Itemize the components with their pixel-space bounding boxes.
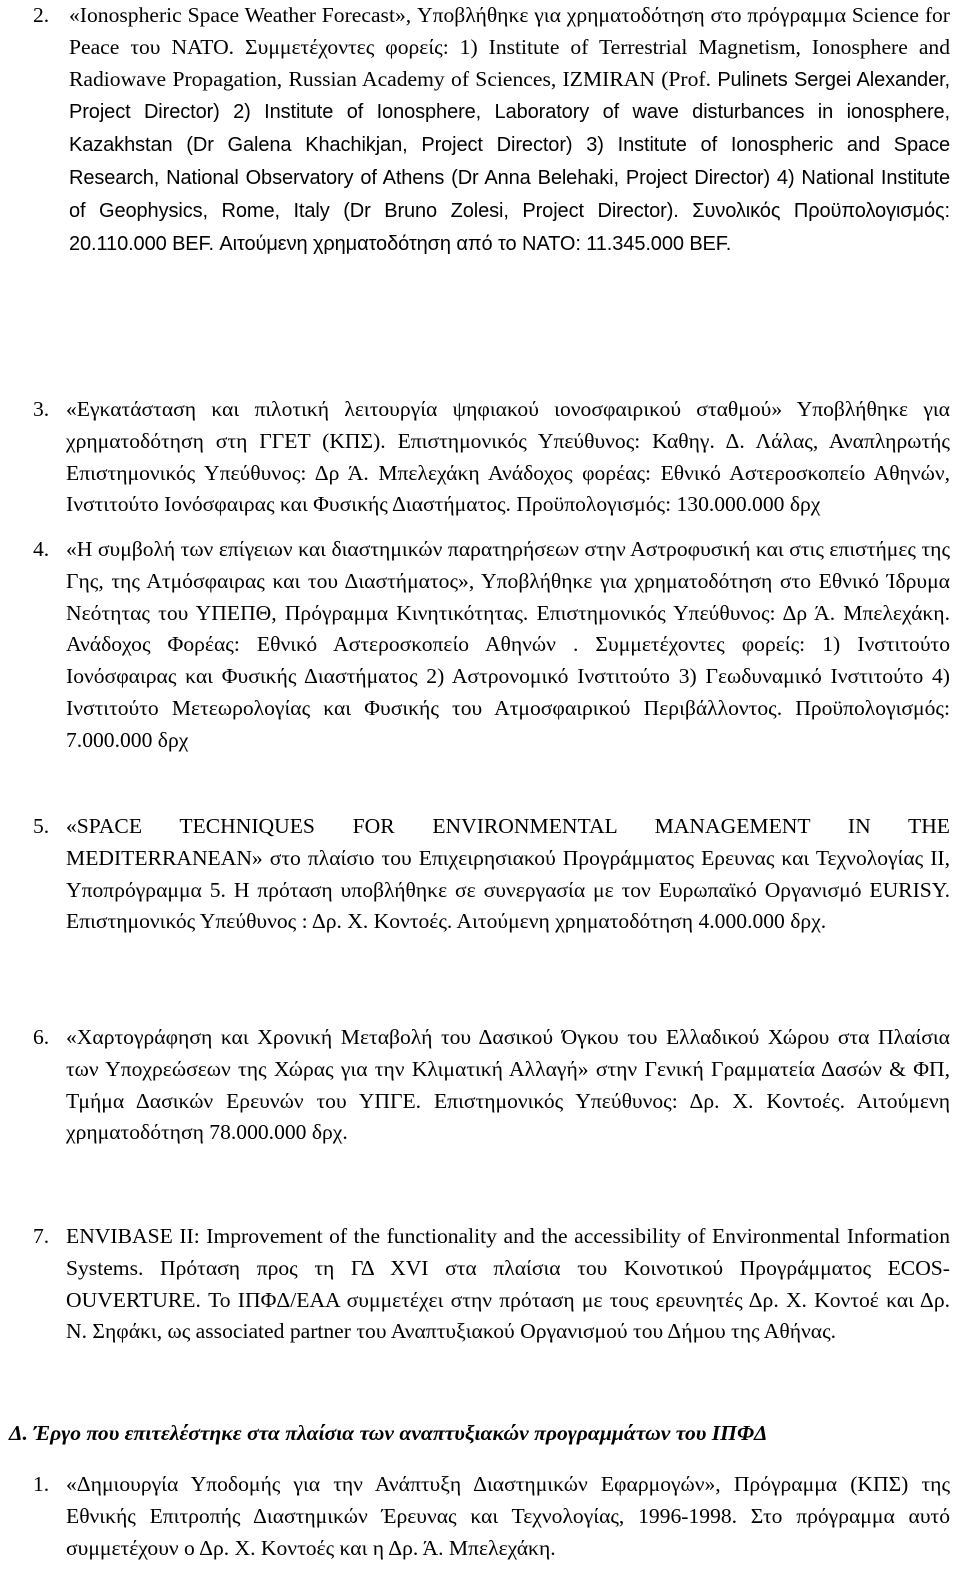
list-item-text-continued: Pulinets Sergei Alexander, Project Director) 2) Institute of Ionosphere, Laboratory of wave disturbances in ionosphere, Kazakhstan (Dr Galena Khachikjan, Project Director) 3) Institute of Ionospheric and Space Research, National Observatory of Athens (Dr Anna Belehaki, Project Director) 4) National Institute of Geophysics, Rome, Italy (Dr Bruno Zolesi, Project Director). Συνολικός Προϋπολογισμός: 20.110.000 BEF. Αιτούμενη χρηματοδότηση από το ΝΑΤΟ: 11.345.000 BEF. xyxy=(69,68,951,255)
list-item xyxy=(33,1221,950,1348)
list-item-number: 3. xyxy=(33,397,50,421)
list-item xyxy=(33,394,950,521)
list-item-text: ENVIBASE II: Improvement of the functionality and the accessibility of Environmental Information Systems. Πρόταση προς τη ΓΔ XVI στα πλαίσια του Κοινοτικού Προγράμματος ECOS-OUVERTURE. Το ΙΠΦΔ/ΕΑΑ συμμετέχει στην πρόταση με τους ερευνητές Δρ. Χ. Κοντοέ και Δρ. Ν. Σηφάκι, ως associated partner του Αναπτυξιακού Οργανισμού του Δήμου της Αθήνας. xyxy=(66,1224,950,1344)
list-item-text: «Η συμβολή των επίγειων και διαστημικών παρατηρήσεων στην Αστροφυσική και στις επιστήμες της Γης, της Ατμόσφαιρας και του Διαστήματος», Υποβλήθηκε για χρηματοδότηση στο Εθνικό Ίδρυμα Νεότητας του ΥΠΕΠΘ, Πρόγραμμα Κινητικότητας. Επιστημονικός Υπεύθυνος: Δρ Ά. Μπελεχάκη. Ανάδοχος Φορέας: Εθνικό Αστεροσκοπείο Αθηνών . Συμμετέχοντες φορείς: 1) Ινστιτούτο Ιονόσφαιρας και Φυσικής Διαστήματος 2) Αστρονομικό Ινστιτούτο 3) Γεωδυναμικό Ινστιτούτο 4) Ινστιτούτο Μετεωρολογίας και Φυσικής του Ατμοσφαιρικού Περιβάλλοντος. Προϋπολογισμός: 7.000.000 δρχ xyxy=(66,537,950,752)
list-item xyxy=(33,811,950,938)
list-item-text: «Ionospheric Space Weather Forecast», Υποβλήθηκε για χρηματοδότηση στο πρόγραμμα Science for Peace του ΝΑΤΟ. Συμμετέχοντες φορείς: 1) Institute of Terrestrial Magnetism, Ionosphere and Radiowave Propagation, Russian Academy of Sciences, IZMIRAN (Prof. xyxy=(69,3,950,91)
list-item-number: 6. xyxy=(33,1025,50,1049)
section-heading: Δ. Έργο που επιτελέστηκε στα πλαίσια των αναπτυξιακών προγραμμάτων του ΙΠΦΔ xyxy=(9,1421,768,1445)
list-item xyxy=(33,534,950,757)
list-item xyxy=(33,1022,950,1149)
list-item xyxy=(33,1469,950,1564)
list-item-number: 4. xyxy=(33,537,50,561)
list-item-number: 5. xyxy=(33,814,50,838)
list-item-text: «Εγκατάσταση και πιλοτική λειτουργία ψηφιακού ιονοσφαιρικού σταθμού» Υποβλήθηκε για χρηματοδότηση στη ΓΓΕΤ (ΚΠΣ). Επιστημονικός Υπεύθυνος: Καθηγ. Δ. Λάλας, Αναπληρωτής Επιστημονικός Υπεύθυνος: Δρ Ά. Μπελεχάκη Ανάδοχος φορέας: Εθνικό Αστεροσκοπείο Αθηνών, Ινστιτούτο Ιονόσφαιρας και Φυσικής Διαστήματος. Προϋπολογισμός: 130.000.000 δρχ xyxy=(66,397,950,517)
list-item xyxy=(33,0,950,260)
list-item-text: «Δημιουργία Υποδομής για την Ανάπτυξη Διαστημικών Εφαρμογών», Πρόγραμμα (ΚΠΣ) της Εθνικής Επιτροπής Διαστημικών Έρευνας και Τεχνολογίας, 1996-1998. Στο πρόγραμμα αυτό συμμετέχουν ο Δρ. Χ. Κοντοές και η Δρ. Ά. Μπελεχάκη. xyxy=(66,1472,950,1560)
list-item-number: 2. xyxy=(33,3,50,27)
list-item-number: 1. xyxy=(33,1472,50,1496)
list-item-number: 7. xyxy=(33,1224,50,1248)
list-item-text: «SPACE TECHNIQUES FOR ENVIRONMENTAL MANAGEMENT IN THE MEDITERRANEAN» στο πλαίσιο του Επιχειρησιακού Προγράμματος Ερευνας και Τεχνολογίας ΙΙ, Υποπρόγραμμα 5. Η πρόταση υποβλήθηκε σε συνεργασία με τον Ευρωπαϊκό Οργανισμό EURISY. Επιστημονικός Υπεύθυνος : Δρ. Χ. Κοντοές. Αιτούμενη χρηματοδότηση 4.000.000 δρχ. xyxy=(66,814,950,934)
list-item-text: «Χαρτογράφηση και Χρονική Μεταβολή του Δασικού Όγκου του Ελλαδικού Χώρου στα Πλαίσια των Υποχρεώσεων της Χώρας για την Κλιματική Αλλαγή» στην Γενική Γραμματεία Δασών & ΦΠ, Τμήμα Δασικών Ερευνών του ΥΠΓΕ. Επιστημονικός Υπεύθυνος: Δρ. Χ. Κοντοές. Αιτούμενη χρηματοδότηση 78.000.000 δρχ. xyxy=(66,1025,950,1145)
